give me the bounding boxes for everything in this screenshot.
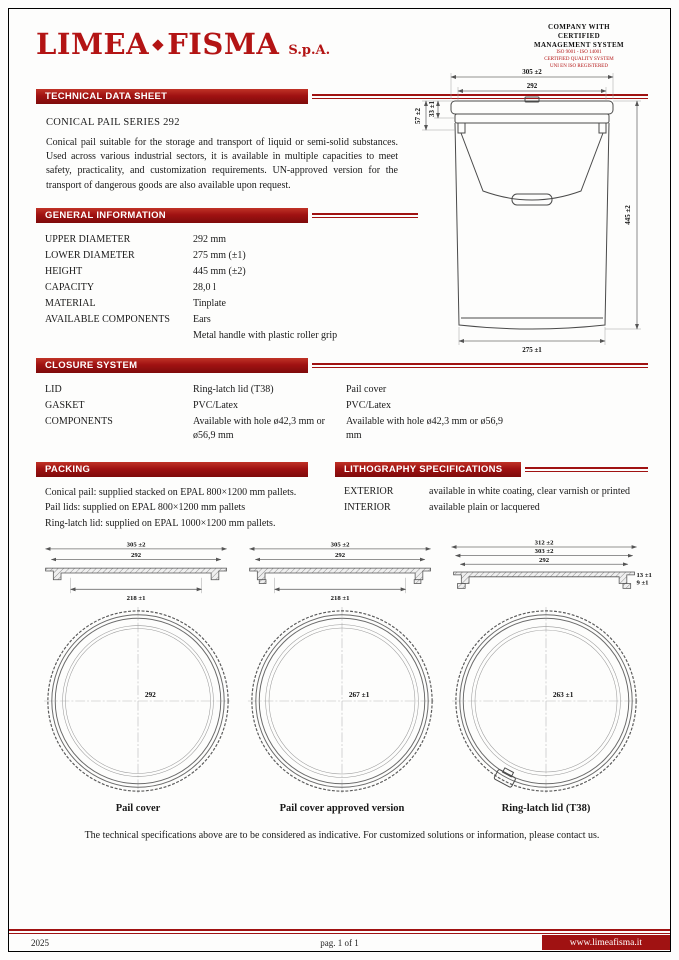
section-title: PACKING [36, 462, 308, 477]
product-description: Conical pail suitable for the storage and transport of liquid or semi-solid substances. Used across various industrial sectors, it is available in multiple capacities to meet safety, practicality, and customization requirements. UN-approved version for the transport of dangerous goods are also available upon request. [46, 137, 398, 191]
pail-handle [461, 133, 603, 200]
section-bar-closure-system [36, 358, 648, 373]
company-logo [36, 27, 330, 61]
cert-title-line: CERTIFIED [557, 32, 601, 41]
lid-drawing-ring-latch [444, 539, 652, 815]
spec-label: LOWER DIAMETER [45, 249, 135, 261]
cert-title-line: COMPANY WITH [547, 23, 611, 31]
logo-diamond-separator: ◆ [152, 35, 165, 53]
dim-label-top-outer: 305 ±2 [522, 68, 542, 76]
website-link[interactable]: www.limeafisma.it [542, 935, 670, 950]
spec-value: Available with hole ø42,3 mm or ø56,9 mm [346, 415, 504, 441]
spec-label: COMPONENTS [45, 415, 113, 427]
spec-label: INTERIOR [344, 501, 391, 513]
spec-value: Metal handle with plastic roller grip [193, 329, 338, 341]
dim-label-top-inner: 292 [526, 82, 538, 90]
page-frame [8, 8, 671, 952]
dim-label: 305 ±2 [126, 541, 146, 549]
spec-value: 275 mm (±1) [193, 249, 246, 261]
general-information-table [45, 233, 415, 343]
pail-cover-profile-drawing [36, 541, 240, 603]
diameter-label: 267 ±1 [348, 690, 370, 700]
dim-label-bottom: 275 ±1 [522, 346, 542, 354]
pail-body [451, 97, 613, 329]
section-title: LITHOGRAPHY SPECIFICATIONS [335, 462, 521, 477]
spec-label: EXTERIOR [344, 485, 394, 497]
section-rule [312, 363, 648, 368]
dim-label: 303 ±2 [534, 548, 554, 556]
logo-wordmark [36, 27, 279, 61]
diameter-label: 263 ±1 [552, 690, 574, 700]
lid-drawings-row [36, 539, 652, 815]
section-bar-packing [36, 462, 335, 477]
logo-text-fisma: FISMA [167, 27, 280, 61]
lid-caption: Ring-latch lid (T38) [501, 803, 591, 815]
dim-label: 312 ±2 [534, 539, 554, 547]
pail-cover-top-view [42, 605, 234, 797]
ring-latch-top-view [450, 605, 642, 797]
footer [9, 929, 670, 951]
lithography-table [344, 485, 648, 515]
dim-label: 218 ±1 [330, 595, 350, 603]
dim-label: 292 [539, 557, 550, 565]
dim-label: 218 ±1 [126, 595, 146, 603]
spec-value: Tinplate [193, 297, 226, 309]
product-title: CONICAL PAIL SERIES 292 [46, 117, 180, 128]
spec-label: UPPER DIAMETER [45, 233, 131, 245]
spec-value: PVC/Latex [193, 399, 238, 411]
spec-label: HEIGHT [45, 265, 83, 277]
section-rule [312, 213, 418, 218]
lid-cross-section [46, 568, 227, 580]
footer-page-number: pag. 1 of 1 [320, 937, 359, 948]
dim-label-band-height: 33 ±1 [428, 100, 436, 118]
pail-dimensions-top [451, 68, 613, 100]
spec-value: PVC/Latex [346, 399, 391, 411]
dim-label: 292 [131, 552, 142, 560]
lid-caption: Pail cover approved version [279, 803, 405, 815]
dim-label-total-height: 445 ±2 [624, 205, 632, 225]
dim-label: 292 [335, 552, 346, 560]
cert-detail-line: CERTIFIED QUALITY SYSTEM [544, 57, 614, 63]
lid-drawing-approved-cover [240, 541, 444, 814]
spec-label: LID [45, 383, 62, 395]
section-title: GENERAL INFORMATION [36, 208, 308, 223]
dim-label: 9 ±1 [636, 579, 649, 587]
packing-lithography-row [36, 462, 648, 532]
approved-cover-profile-drawing [240, 541, 444, 603]
certification-badge [510, 23, 648, 71]
lid-cross-section [454, 572, 635, 588]
logo-suffix-spa: S.p.A. [288, 43, 331, 58]
lid-cross-section [250, 568, 431, 583]
spec-value: available plain or lacquered [429, 501, 540, 513]
spec-label: GASKET [45, 399, 85, 411]
spec-value: available in white coating, clear varnish or printed [429, 485, 631, 497]
cert-detail-line: UNI EN ISO REGISTERED [550, 63, 608, 69]
section-rule [525, 467, 648, 472]
spec-value: Pail cover [346, 383, 387, 395]
lid-drawing-pail-cover [36, 541, 240, 814]
spec-value: 445 mm (±2) [193, 265, 246, 277]
section-title: CLOSURE SYSTEM [36, 358, 308, 373]
pail-technical-drawing [409, 67, 654, 357]
logo-text-limea: LIMEA [36, 27, 150, 61]
spec-value: Available with hole ø42,3 mm or ø56,9 mm [193, 415, 326, 441]
footer-row [9, 934, 670, 951]
packing-line: Pail lids: supplied on EPAL 800×1200 mm pallets [45, 502, 246, 514]
section-title: TECHNICAL DATA SHEET [36, 89, 308, 104]
approved-cover-top-view [246, 605, 438, 797]
packing-line: Conical pail: supplied stacked on EPAL 800×1200 mm pallets. [45, 486, 297, 498]
spec-value: Ring-latch lid (T38) [193, 383, 274, 395]
spec-value: Ears [193, 313, 211, 325]
dim-label-lid-height: 57 ±2 [414, 107, 422, 125]
disclaimer-note: The technical specifications above are to be considered as indicative. For customized solutions or information, please contact us. [84, 830, 600, 842]
closure-system-table [45, 383, 648, 443]
spec-label: AVAILABLE COMPONENTS [45, 313, 170, 325]
cert-title-line: MANAGEMENT SYSTEM [533, 41, 625, 50]
spec-label: MATERIAL [45, 297, 96, 309]
ring-latch-profile-drawing [444, 539, 652, 603]
packing-column [36, 462, 335, 532]
ring-latch-closure-detail [494, 766, 518, 788]
diameter-label: 292 [144, 690, 156, 700]
dim-label: 13 ±1 [636, 572, 652, 580]
footer-year: 2025 [31, 937, 49, 948]
spec-value: 292 mm [193, 233, 227, 245]
spec-label: CAPACITY [45, 281, 95, 293]
cert-detail-line: ISO 9001 - ISO 14001 [556, 50, 602, 56]
section-bar-lithography [335, 462, 648, 477]
packing-line: Ring-latch lid: supplied on EPAL 1000×1200 mm pallets. [45, 517, 276, 529]
packing-lines [45, 485, 335, 532]
dim-label: 305 ±2 [330, 541, 350, 549]
spec-value: 28,0 l [193, 281, 216, 293]
lid-caption: Pail cover [115, 803, 161, 815]
lithography-column [335, 462, 648, 532]
spec-label [45, 329, 193, 343]
